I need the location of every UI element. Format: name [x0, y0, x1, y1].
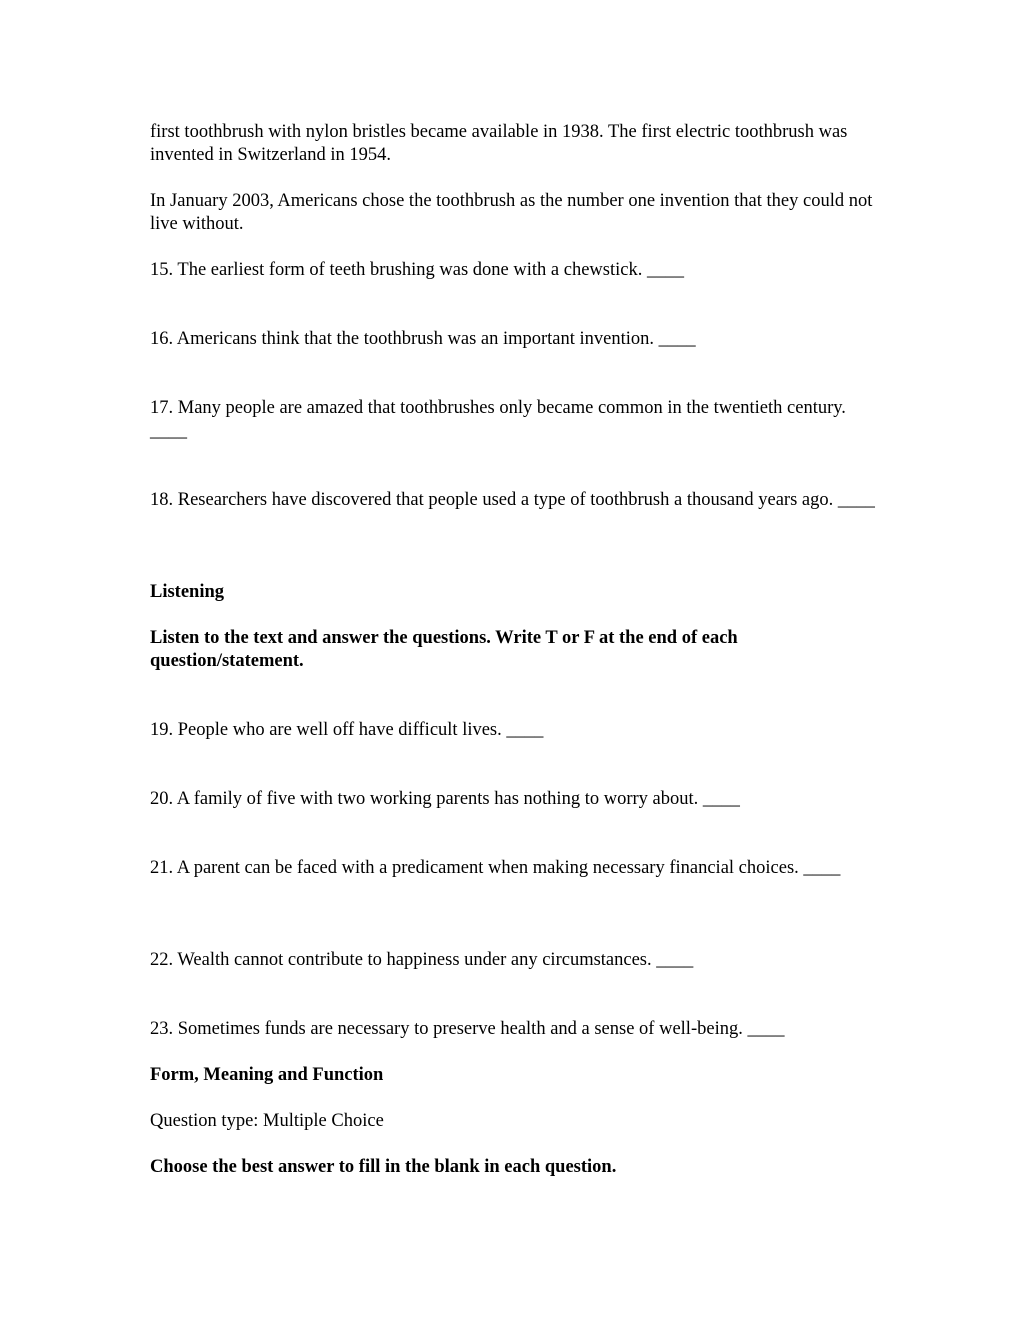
question-16: 16. Americans think that the toothbrush was an important invention. ____ [150, 329, 696, 349]
listening-heading: Listening [150, 582, 225, 602]
question-19: 19. People who are well off have difficult lives. ____ [150, 720, 544, 740]
question-15: 15. The earliest form of teeth brushing was done with a chewstick. ____ [150, 260, 684, 280]
passage-paragraph-2: In January 2003, Americans chose the toothbrush as the number one invention that they could not live without. [150, 191, 873, 234]
form-heading: Form, Meaning and Function [150, 1065, 384, 1085]
form-instruction: Choose the best answer to fill in the blank in each question. [150, 1157, 617, 1177]
passage-paragraph-1: first toothbrush with nylon bristles became available in 1938. The first electric toothbrush was invented in Switzerland in 1954. [150, 122, 848, 165]
question-20: 20. A family of five with two working parents has nothing to worry about. ____ [150, 789, 740, 809]
question-21: 21. A parent can be faced with a predicament when making necessary financial choices. ____ [150, 858, 841, 878]
question-type-label: Question type: Multiple Choice [150, 1111, 384, 1131]
question-17: 17. Many people are amazed that toothbrushes only became common in the twentieth century. ____ [150, 398, 846, 441]
question-23: 23. Sometimes funds are necessary to preserve health and a sense of well-being. ____ [150, 1019, 785, 1039]
question-22: 22. Wealth cannot contribute to happiness under any circumstances. ____ [150, 950, 694, 970]
question-18: 18. Researchers have discovered that people used a type of toothbrush a thousand years ago. ____ [150, 490, 875, 510]
listening-instruction: Listen to the text and answer the questions. Write T or F at the end of each question/statement. [150, 628, 738, 671]
